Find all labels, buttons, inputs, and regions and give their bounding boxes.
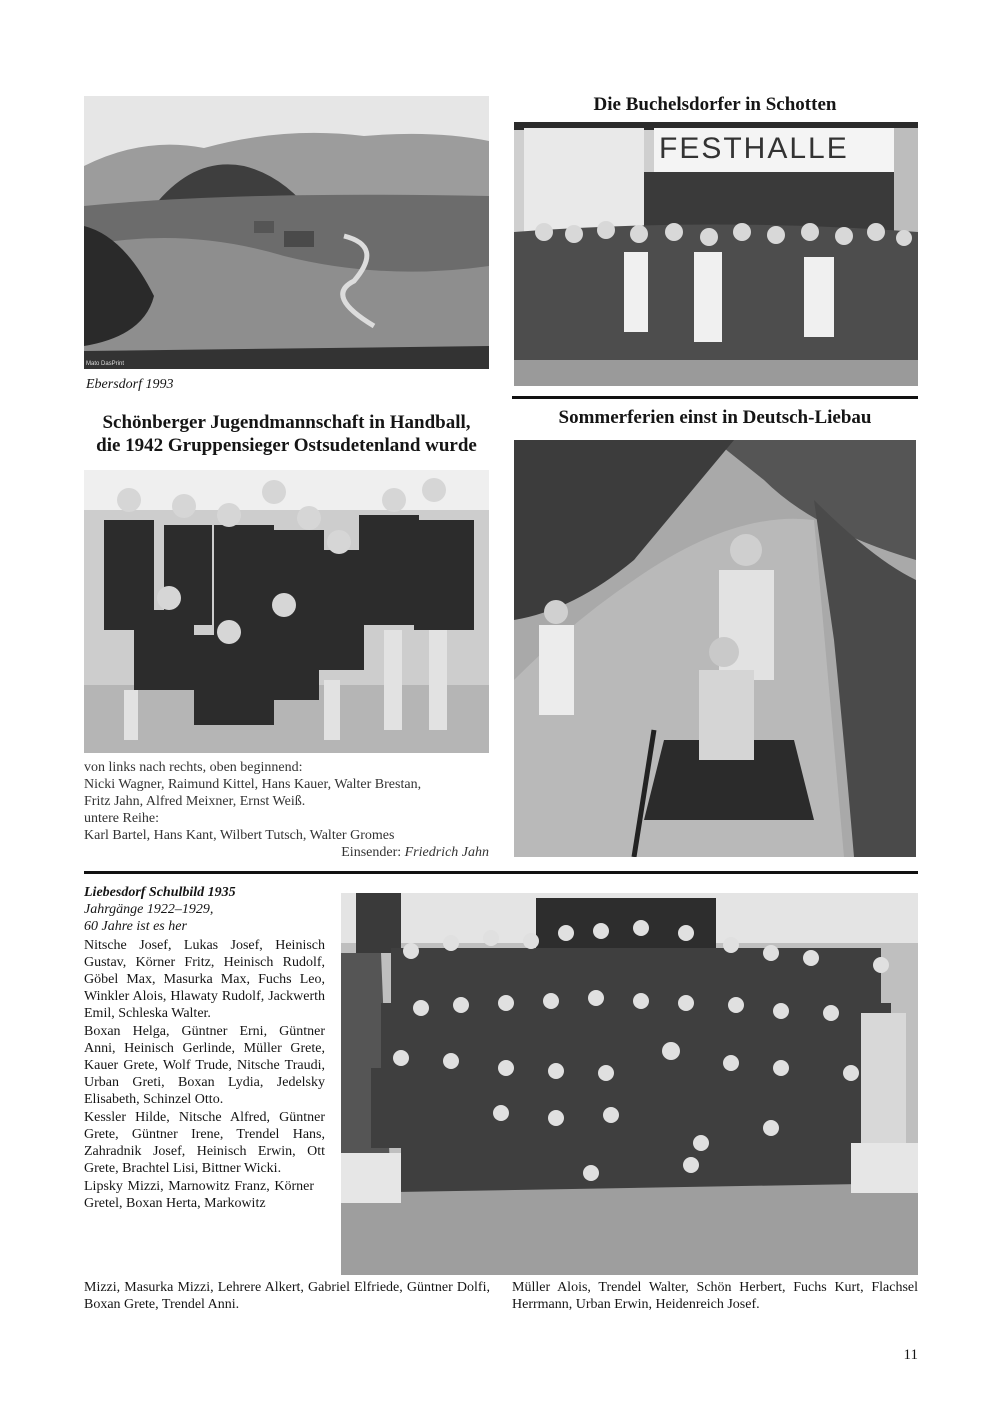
handball-title-line2: die 1942 Gruppensieger Ostsudetenland wurde — [96, 435, 477, 456]
caption-line: Karl Bartel, Hans Kant, Wilbert Tutsch, Walter Gromes — [84, 828, 395, 843]
photo-mark: Mato DasPrint — [86, 361, 125, 367]
divider-rule — [512, 396, 918, 399]
ebersdorf-photo — [84, 96, 489, 369]
caption-line: Nicki Wagner, Raimund Kittel, Hans Kauer, Walter Brestan, — [84, 777, 422, 792]
caption-line: Fritz Jahn, Alfred Meixner, Ernst Weiß. — [84, 794, 306, 809]
sommerferien-photo — [514, 440, 916, 857]
schulbild-subtitle — [84, 901, 325, 935]
names-paragraph: Kessler Hilde, Nitsche Alfred, Güntner Grete, Güntner Irene, Trendel Hans, Zahradnik Josef, Heinisch Erwin, Ott Grete, Brachtel Lisi, Bittner Wicki. — [84, 1110, 325, 1176]
sender-line — [84, 844, 489, 861]
schulbild-photo — [341, 893, 918, 1275]
handball-photo — [84, 470, 489, 753]
sommerferien-title: Sommerferien einst in Deutsch-Liebau — [558, 407, 872, 428]
handball-title-line1: Schönberger Jugendmannschaft in Handball, — [102, 412, 471, 433]
sender-name: Friedrich Jahn — [404, 845, 489, 860]
sender-label: Einsender: — [341, 845, 402, 860]
handball-title — [84, 411, 489, 457]
festhalle-sign: FESTHALLE — [659, 132, 849, 165]
caption-line: untere Reihe: — [84, 811, 160, 826]
caption-line: von links nach rechts, oben beginnend: — [84, 760, 303, 775]
names-paragraph-end: Mizzi, Masurka Mizzi, Lehrere Alkert, Gabriel Elfriede, Güntner Dolfi, Boxan Grete, Trendel Anni. — [84, 1280, 490, 1312]
subtitle-line: 60 Jahre ist es her — [84, 919, 187, 934]
section-divider — [84, 871, 918, 874]
schulbild-right-caption: Müller Alois, Trendel Walter, Schön Herbert, Fuchs Kurt, Flachsel Herrmann, Urban Erwin, Heidenreich Josef. — [512, 1280, 918, 1312]
schulbild-text — [84, 884, 325, 1212]
handball-caption — [84, 759, 489, 861]
names-paragraph: Boxan Helga, Güntner Erni, Güntner Anni, Heinisch Gerlinde, Müller Grete, Kauer Grete, Wolf Trude, Nitsche Traudi, Urban Greti, Boxan Lydia, Jedelsky Elisabeth, Schinzel Otto. — [84, 1024, 325, 1107]
schulbild-title: Liebesdorf Schulbild 1935 — [84, 885, 236, 900]
buchelsdorfer-photo — [514, 122, 918, 386]
subtitle-line: Jahrgänge 1922–1929, — [84, 902, 214, 917]
buchelsdorfer-title: Die Buchelsdorfer in Schotten — [593, 94, 837, 115]
names-paragraph: Nitsche Josef, Lukas Josef, Heinisch Gustav, Körner Fritz, Heinisch Rudolf, Göbel Max, Masurka Max, Fuchs Leo, Winkler Alois, Hlawaty Rudolf, Jackwerth Emil, Schleska Walter. — [84, 938, 325, 1021]
names-paragraph-start: Lipsky Mizzi, Marnowitz Franz, Körner Gretel, Boxan Herta, Markowitz — [84, 1179, 314, 1211]
ebersdorf-caption: Ebersdorf 1993 — [86, 377, 174, 392]
page-number: 11 — [903, 1347, 918, 1363]
